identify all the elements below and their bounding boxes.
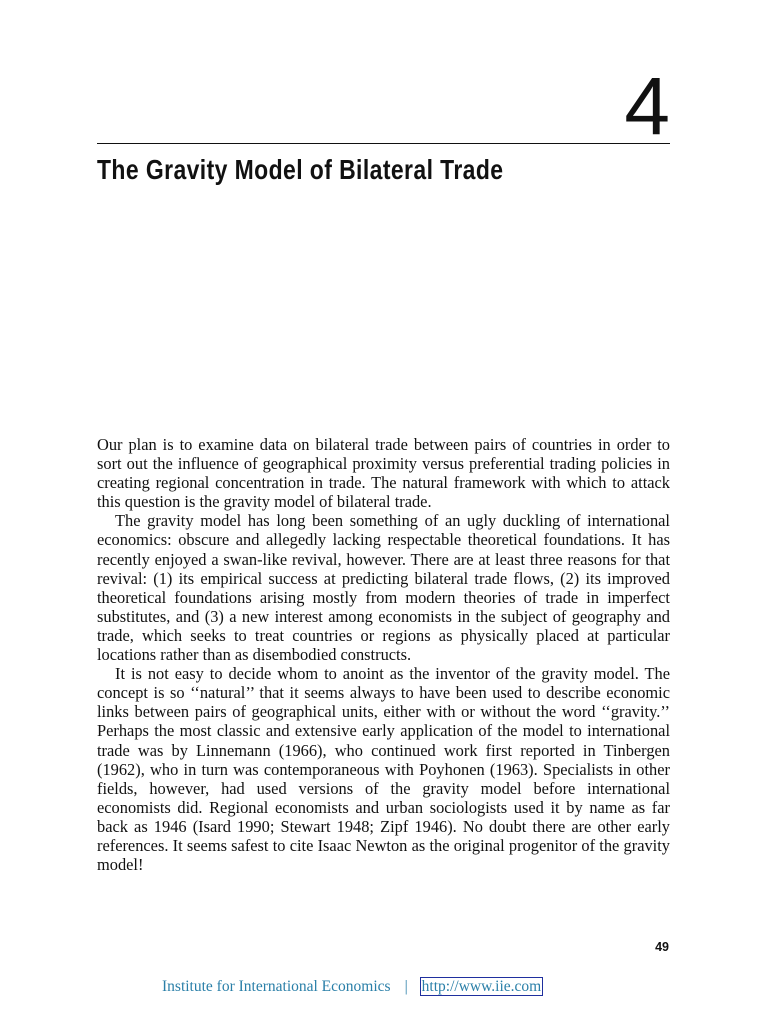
chapter-title: The Gravity Model of Bilateral Trade <box>97 154 504 185</box>
header-rule <box>97 143 670 144</box>
paragraph-1: Our plan is to examine data on bilateral trade between pairs of countries in order to sort out the influence of geographical proximity versus preferential trading policies in creating regional concentration in trade. The natural framework with which to attack this question is the gravity model of bilateral trade. <box>97 435 670 512</box>
publisher-name: Institute for International Economics <box>162 978 391 995</box>
chapter-number: 4 <box>624 61 670 152</box>
footer <box>162 977 543 997</box>
website-link[interactable]: http://www.iie.com <box>421 978 542 995</box>
body-text <box>97 435 670 874</box>
paragraph-2: The gravity model has long been something of an ugly duckling of international economics: obscure and allegedly lacking respectable theoretical foundations. It has recently enjoyed a swan-like revival, however. There are at least three reasons for that revival: (1) its empirical success at predicting bilateral trade flows, (2) its improved theoretical foundations arising mostly from modern theories of trade in imperfect substitutes, and (3) a new interest among economists in the subject of geography and trade, which seeks to treat countries or regions as physically placed at particular locations rather than as disembodied constructs. <box>97 511 670 665</box>
page-number: 49 <box>655 940 669 954</box>
footer-separator: | <box>404 978 408 995</box>
paragraph-3: It is not easy to decide whom to anoint as the inventor of the gravity model. The concept is so ‘‘natural’’ that it seems always to have been used to describe economic links between pairs of geographical units, either with or without the word ‘‘gravity.’’ Perhaps the most classic and extensive early application of the model to international trade was by Linnemann (1966), who continued work first reported in Tinbergen (1962), who in turn was contemporaneous with Poyhonen (1963). Specialists in other fields, however, had used versions of the gravity model before international economists did. Regional economists and urban sociologists used it by name as far back as 1946 (Isard 1990; Stewart 1948; Zipf 1946). No doubt there are other early references. It seems safest to cite Isaac Newton as the original progenitor of the gravity model! <box>97 664 670 875</box>
